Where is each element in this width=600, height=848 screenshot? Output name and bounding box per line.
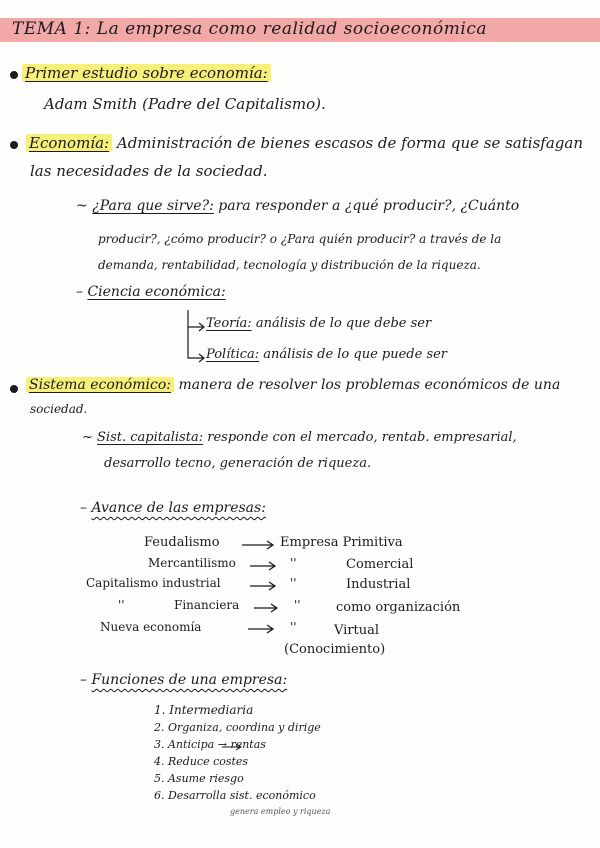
teoria-line <box>206 316 431 331</box>
teoria-arrow-icon <box>188 310 203 327</box>
avance-right-1: Comercial <box>346 557 414 572</box>
politica-arrow-icon <box>188 327 203 358</box>
adam-smith-line: Adam Smith (Padre del Capitalismo). <box>44 95 326 113</box>
capitalista-label: Sist. capitalista: <box>97 430 204 445</box>
avance-ditto-3: '' <box>294 598 301 612</box>
politica-text: análisis de lo que puede ser <box>263 347 448 362</box>
capitalista-text-1: responde con el mercado, rentab. empresarial, <box>207 430 517 445</box>
avance-left-3: Financiera <box>174 598 240 612</box>
avance-right-4: Virtual <box>334 623 380 638</box>
funcion-footnote: genera empleo y riqueza <box>230 807 331 816</box>
arrow-right-icon <box>254 604 277 612</box>
avance-right-2: Industrial <box>346 577 411 592</box>
para-que-text-1: para responder a ¿qué producir?, ¿Cuánto <box>218 198 520 214</box>
avance-arrows <box>242 541 277 633</box>
arrow-head-icon <box>199 354 204 362</box>
arrow-right-icon <box>242 541 273 549</box>
avance-ditto-4: '' <box>290 620 297 634</box>
economia-def-2: las necesidades de la sociedad. <box>30 162 268 180</box>
economia-def-1: Administración de bienes escasos de forma que se satisfagan <box>116 134 583 152</box>
dash-mark: – <box>76 284 88 300</box>
arrow-right-icon <box>250 562 275 570</box>
avance-ditto-2: '' <box>290 576 297 590</box>
tilde-mark: ~ <box>82 430 98 445</box>
funcion-item: 4. Reduce costes <box>154 755 249 768</box>
bullet-dot <box>10 385 18 393</box>
avance-left-2: Capitalismo industrial <box>86 576 221 590</box>
teoria-label: Teoría: <box>206 316 252 331</box>
capitalista-line <box>82 430 517 445</box>
tilde-mark: ~ <box>76 198 93 214</box>
avance-line <box>80 500 266 516</box>
para-que-line <box>76 198 519 214</box>
funciones-line <box>80 672 287 688</box>
sistema-line <box>26 377 560 393</box>
avance-left-0: Feudalismo <box>144 535 220 550</box>
heading-economia: Economía: <box>26 134 112 152</box>
funcion-item: 6. Desarrolla sist. económico <box>154 789 316 802</box>
heading-funciones: Funciones de una empresa: <box>91 672 288 688</box>
arrow-right-icon <box>250 582 275 590</box>
avance-left-4: Nueva economía <box>100 620 202 634</box>
heading-primer-estudio: Primer estudio sobre economía: <box>22 64 271 82</box>
funcion-item: 5. Asume riesgo <box>154 772 244 785</box>
economia-line <box>26 134 583 152</box>
dash-mark: – <box>80 672 92 688</box>
sistema-def-1: manera de resolver los problemas económicos de una <box>178 377 561 393</box>
funcion-item: 2. Organiza, coordina y dirige <box>154 721 321 734</box>
politica-label: Política: <box>206 347 260 362</box>
ciencia-label: Ciencia económica: <box>87 284 226 300</box>
funcion-item: 3. Anticipa → rentas <box>154 738 266 751</box>
avance-right-3: como organización <box>336 600 461 615</box>
funcion-item: 1. Intermediaria <box>154 703 254 717</box>
avance-right-0: Empresa Primitiva <box>280 535 403 550</box>
arrow-head-icon <box>199 323 204 331</box>
avance-left-ditto-3: '' <box>118 598 125 612</box>
arrow-right-icon <box>248 625 273 633</box>
dash-mark: – <box>80 500 92 516</box>
para-que-text-2: producir?, ¿cómo producir? o ¿Para quién producir? a través de la <box>98 232 502 246</box>
sistema-def-2: sociedad. <box>30 402 88 416</box>
para-que-text-3: demanda, rentabilidad, tecnología y distribución de la riqueza. <box>98 258 481 272</box>
heading-avance: Avance de las empresas: <box>91 500 266 516</box>
bullet-dot <box>10 71 18 79</box>
para-que-label: ¿Para que sirve?: <box>92 198 214 214</box>
ciencia-line <box>76 284 226 300</box>
politica-line <box>206 347 447 362</box>
section-heading <box>22 64 271 82</box>
virtual-note: (Conocimiento) <box>284 642 386 657</box>
teoria-text: análisis de lo que debe ser <box>255 316 432 331</box>
avance-left-1: Mercantilismo <box>148 556 236 570</box>
capitalista-text-2: desarrollo tecno, generación de riqueza. <box>104 456 372 471</box>
heading-sistema: Sistema económico: <box>26 377 174 393</box>
page-title: TEMA 1: La empresa como realidad socioeconómica <box>12 19 488 39</box>
avance-ditto-1: '' <box>290 556 297 570</box>
bullet-dot <box>10 141 18 149</box>
